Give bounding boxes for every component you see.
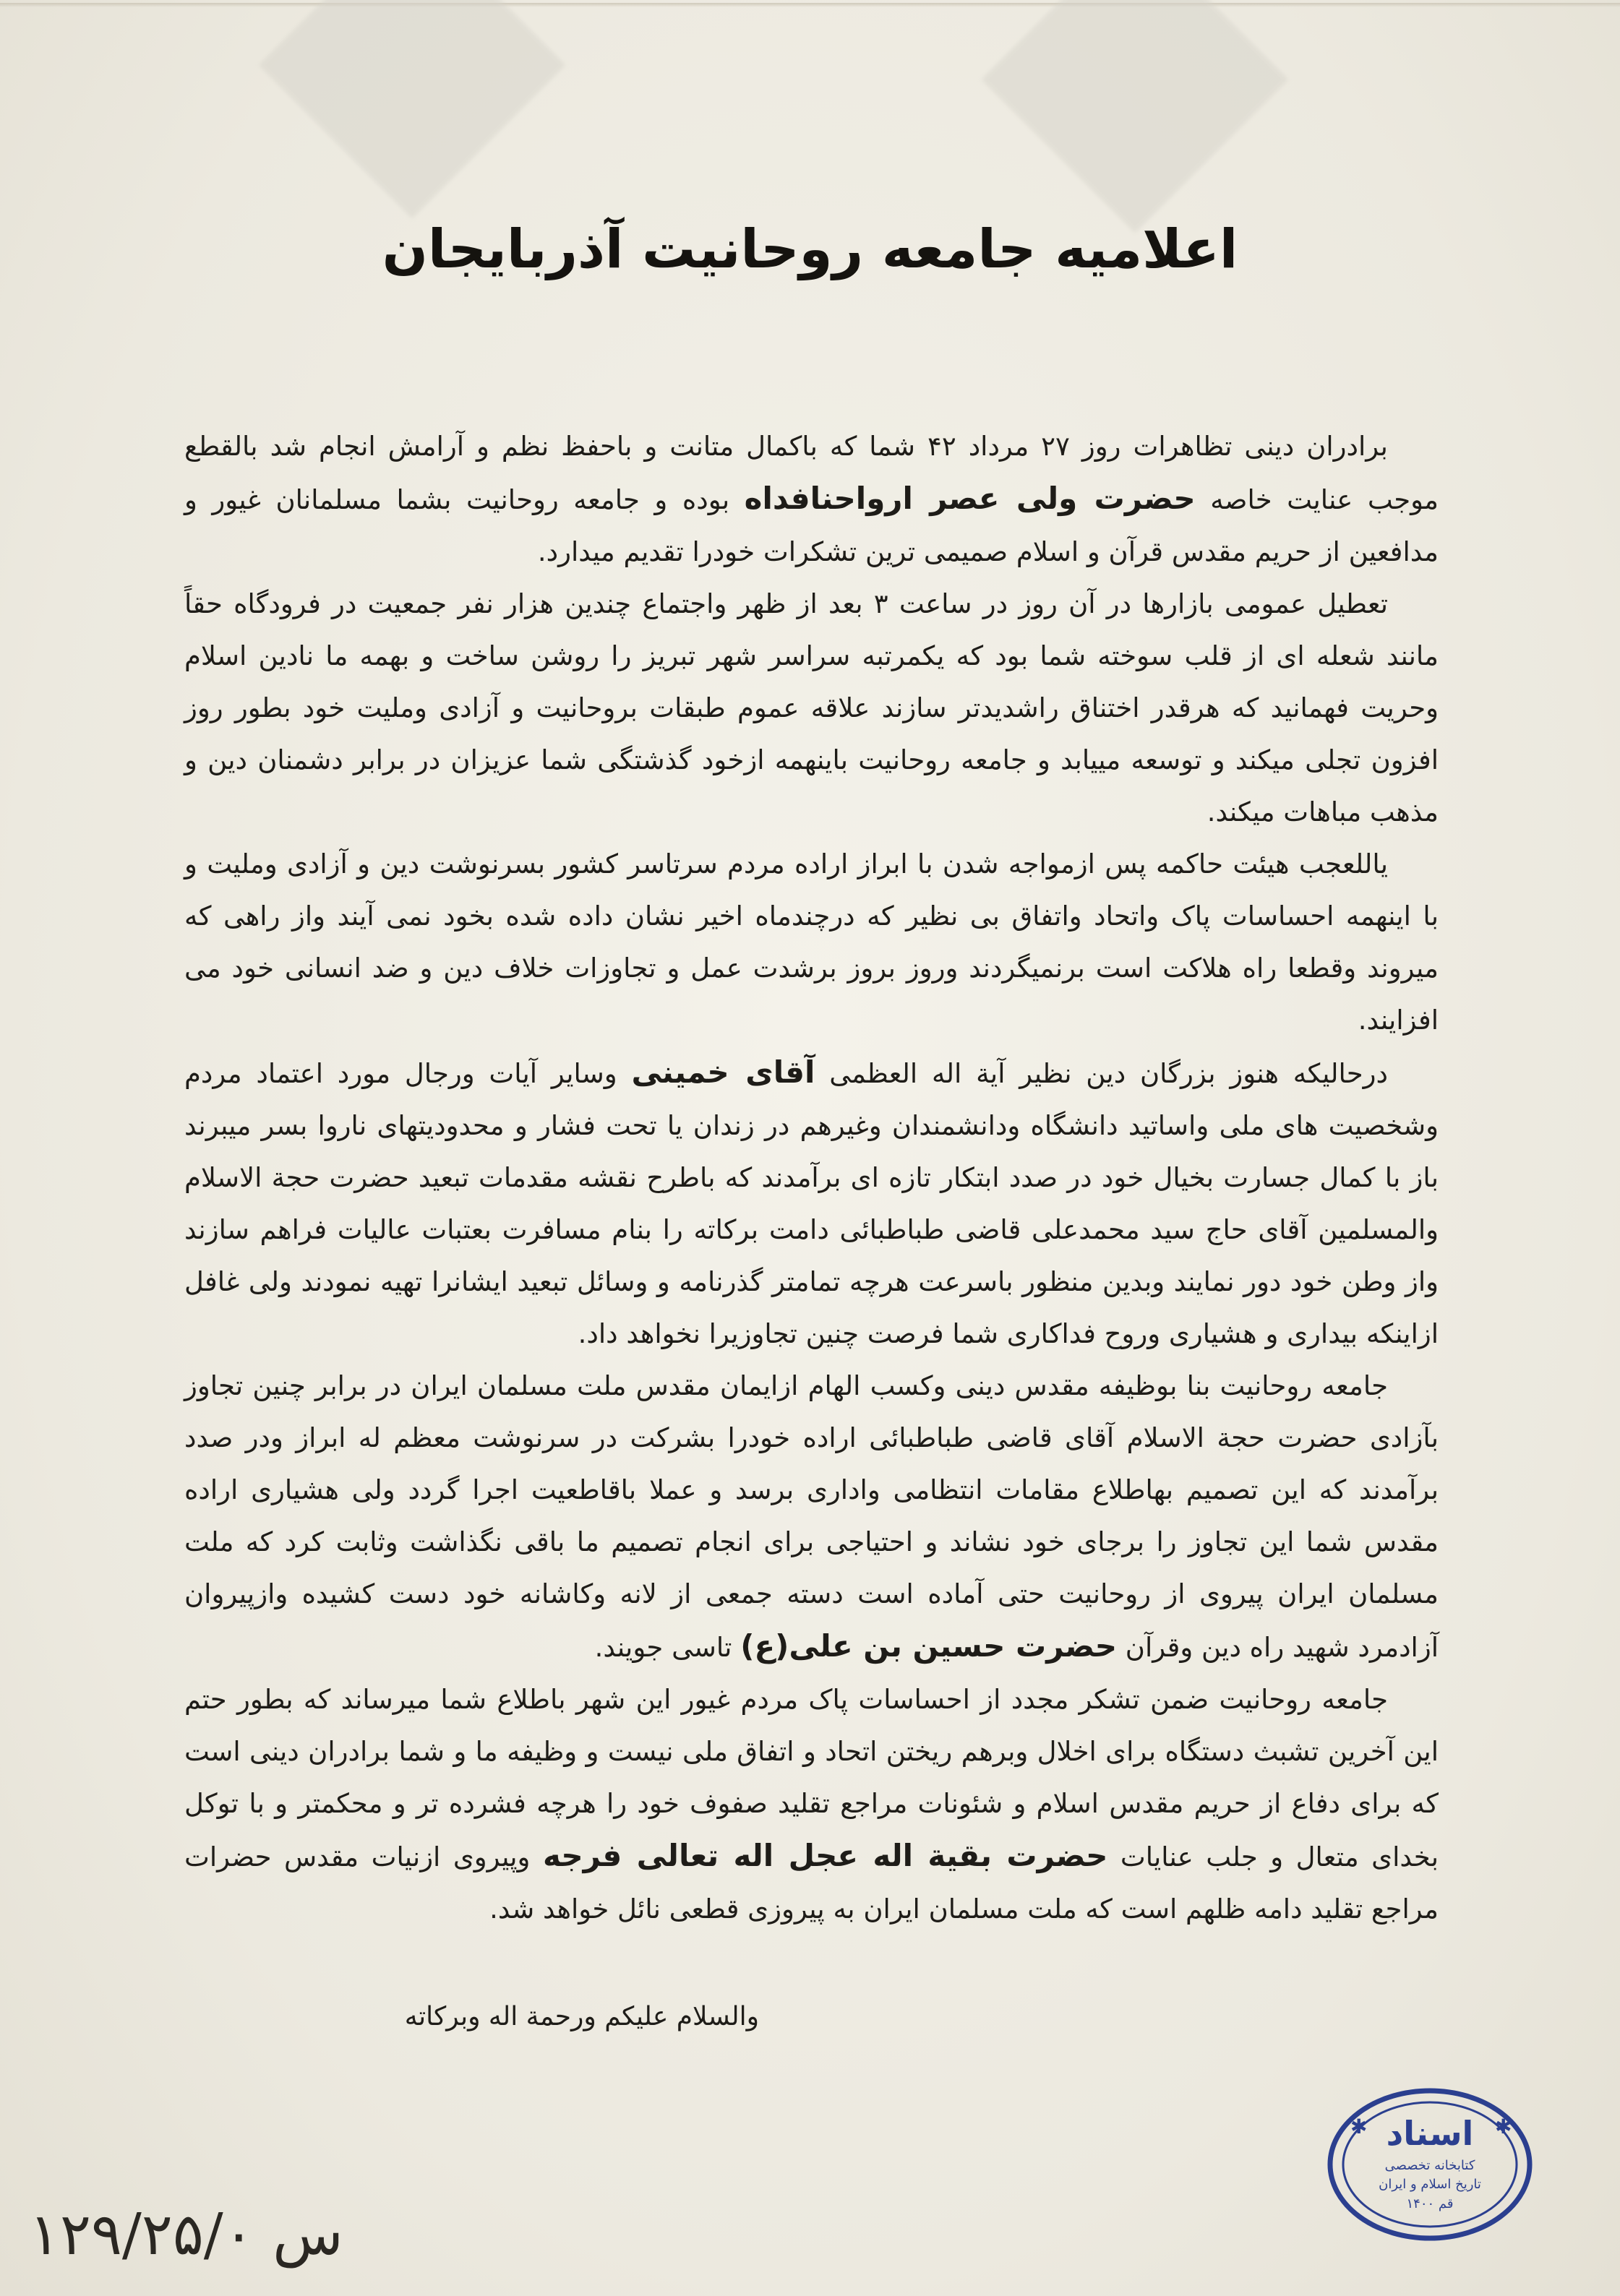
paragraph-3-text: یاللعجب هیئت حاکمه پس ازمواجه شدن با ابراز اراده مردم سرتاسر کشور بسرنوشت دین و آزادی وملیت و با اینهمه احساسات پاک واتحاد واتفاق بی نظیر که درچندماه اخیر نشان داده شده بخود نمی آیند واز راهی که میروند وقطعا راه هلاکت است برنمیگردند وروز بروز برشدت عمل و تجاوزات خلاف دین و ضد انسانی خود می افزایند.: [184, 848, 1439, 1036]
document-title: اعلامیه جامعه روحانیت آذربایجان: [382, 218, 1238, 280]
paragraph-4-emphasis: آقای خمینی: [631, 1054, 815, 1090]
paragraph-2: [184, 578, 1439, 838]
stamp-line-2: تاریخ اسلام و ایران: [1379, 2177, 1481, 2192]
paragraph-1: [184, 421, 1439, 578]
document-body: [184, 421, 1439, 1935]
paragraph-5: [184, 1360, 1439, 1674]
paragraph-1-text-end: بوده و جامعه روحانیت بشما مسلمانان غیور و مدافعین از حریم مقدس قرآن و اسلام صمیمی ترین تشکرات خودرا تقدیم میدارد.: [184, 484, 1439, 567]
paragraph-6-text-end: وپیروی ازنیات مقدس حضرات مراجع تقلید دامه ظلهم است که ملت مسلمان ایران به پیروزی قطعی نائل خواهد شد.: [184, 1841, 1439, 1925]
paragraph-1-emphasis: حضرت ولی عصر ارواحنافداه: [744, 481, 1196, 516]
stamp-line-1: کتابخانه تخصصی: [1384, 2158, 1475, 2173]
stamp-line-3: قم ۱۴۰۰: [1406, 2196, 1454, 2211]
stamp-title: اسناد: [1386, 2114, 1474, 2153]
archive-code: س ۱۲۹/۲۵/۰: [29, 2201, 343, 2268]
show-through-mark-left: [259, 0, 565, 218]
paragraph-6: [184, 1674, 1439, 1935]
paper-edge: [0, 3, 1620, 7]
paragraph-5-text-end: تاسی جویند.: [594, 1632, 741, 1663]
show-through-mark-right: [982, 0, 1288, 233]
paragraph-3: [184, 838, 1439, 1046]
paragraph-2-text: تعطیل عمومی بازارها در آن روز در ساعت ۳ بعد از ظهر واجتماع چندین هزار نفر جمعیت در فرودگاه حقاً مانند شعله ای از قلب سوخته شما بود که یکمرتبه سراسر شهر تبریز را روشن ساخت و بهمه ما نادین اسلام وحریت فهمانید که هرقدر اختناق راشدیدتر سازند علاقه عموم طبقات بروحانیت و آزادی وملیت خود بطور روز افزون تجلی میکند و توسعه مییابد و جامعه روحانیت باینهمه ازخود گذشتگی شما عزیزان در برابر دشمنان دین و مذهب مباهات میکند.: [184, 588, 1439, 827]
library-stamp: [1321, 2081, 1538, 2248]
stamp-star-icon-right: ✱: [1495, 2115, 1512, 2138]
paragraph-6-emphasis: حضرت بقیة اله عجل اله تعالی فرجه: [542, 1838, 1108, 1873]
closing-salutation: والسلام علیکم ورحمة اله وبرکاته: [404, 2002, 759, 2031]
paragraph-4-text-end: وسایر آیات ورجال مورد اعتماد مردم وشخصیت های ملی واساتید دانشگاه ودانشمندان وغیرهم در زندان یا تحت فشار و محدودیتهای ناروا بسر میبرند باز با کمال جسارت بخیال خود در صدد ابتکار تازه ای برآمدند که باطرح نقشه مقدمات تبعید حضرت حجة الاسلام والمسلمین آقای حاج سید محمدعلی قاضی طباطبائی دامت برکاته را بنام مسافرت بعتبات عالیات فراهم سازند واز وطن خود دور نمایند وبدین منظور باسرعت هرچه تمامتر گذرنامه و وسائل تبعید ایشانرا تهیه نمودند ولی غافل ازاینکه بیداری و هشیاری وروح فداکاری شما فرصت چنین تجاوزیرا نخواهد داد.: [184, 1058, 1439, 1349]
paragraph-6-text: جامعه روحانیت ضمن تشکر مجدد از احساسات پاک مردم غیور این شهر باطلاع شما میرساند که بطور حتم این آخرین تشبث دستگاه برای اخلال وبرهم ریختن اتحاد و اتفاق ملی نیست و وظیفه ما و شما برادران دینی است که برای دفاع از حریم مقدس اسلام و شئونات مراجع تقلید صفوف خود را هرچه فشرده تر و محکمتر و با توکل بخدای متعال و جلب عنایات: [184, 1684, 1439, 1873]
paragraph-4: [184, 1046, 1439, 1360]
paragraph-5-emphasis: حضرت حسین بن علی(ع): [740, 1628, 1118, 1664]
paragraph-1-text: برادران دینی تظاهرات روز ۲۷ مرداد ۴۲ شما که باکمال متانت و باحفظ نظم و آرامش انجام شد بالقطع موجب عنایت خاصه: [184, 431, 1439, 515]
stamp-star-icon-left: ✱: [1350, 2115, 1368, 2138]
paragraph-5-text: جامعه روحانیت بنا بوظیفه مقدس دینی وکسب الهام ازایمان مقدس ملت مسلمان ایران در برابر چنین تجاوز بآزادی حضرت حجة الاسلام آقای قاضی طباطبائی اراده خودرا بشرکت در سرنوشت معظم له ابراز ودر صدد برآمدند که این تصمیم بهاطلاع مقامات انتظامی واداری برسد و عملا باقاطعیت اجرا گردد ولی هشیاری اراده مقدس شما این تجاوز را برجای خود نشاند و احتیاجی برای انجام تصمیم ما باقی نگذاشت وثابت کرد که ملت مسلمان ایران پیروی از روحانیت حتی آماده است دسته جمعی از لانه وکاشانه خود دست کشیده وازپیروان آزادمرد شهید راه دین وقرآن: [184, 1370, 1439, 1663]
paragraph-4-text: درحالیکه هنوز بزرگان دین نظیر آیة اله العظمی: [815, 1058, 1388, 1089]
